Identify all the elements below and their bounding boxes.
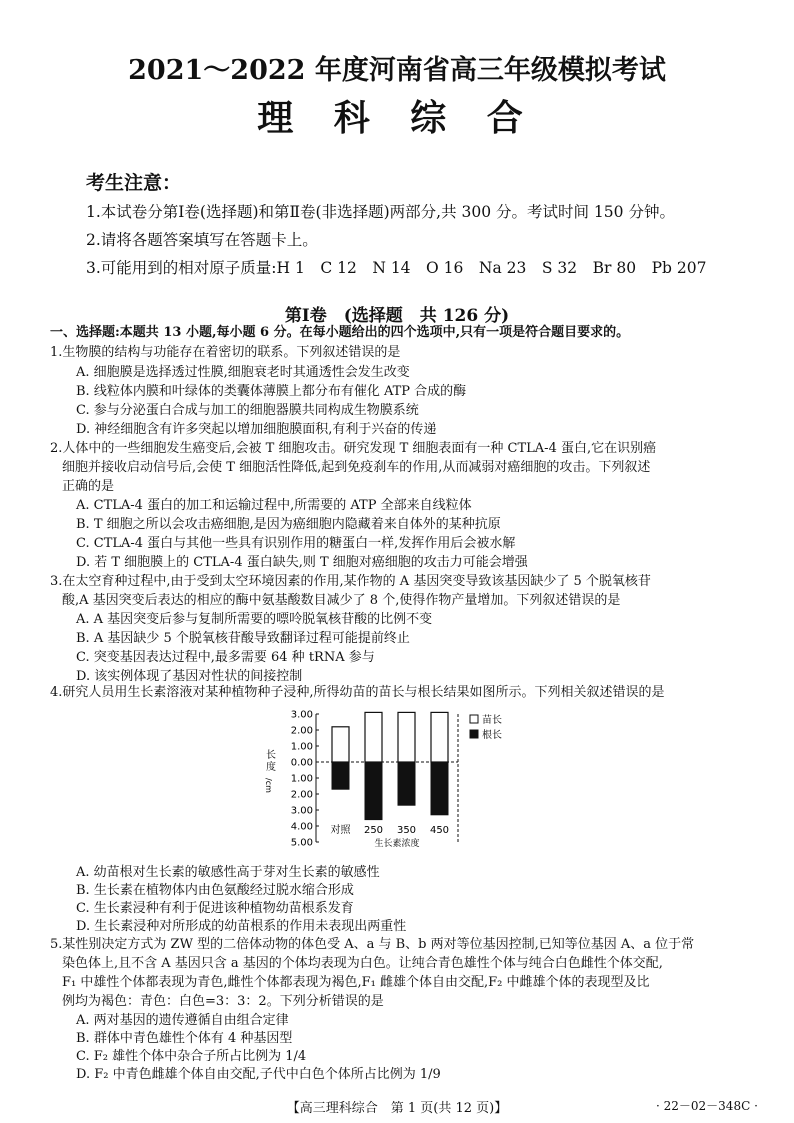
q5-stem-line4: 例均为褐色：青色：白色=3：3：2。下列分析错误的是 [62, 994, 384, 1009]
q3-stem-line1: 3.在太空育种过程中,由于受到太空环境因素的作用,某作物的 A 基因突变导致该基因缺少了 5 个脱氧核苷 [50, 574, 651, 589]
page-footer: 【高三理科综合 第 1 页(共 12 页)】 [286, 1101, 508, 1116]
paper-code: · 22－02－348C · [656, 1099, 758, 1113]
y-tick-label: 1.00 [290, 773, 313, 785]
q2-option-b: B. T 细胞之所以会攻击癌细胞,是因为癌细胞内隐藏着来自体外的某种抗原 [76, 517, 501, 532]
notice-item-1: 1.本试卷分第Ⅰ卷(选择题)和第Ⅱ卷(非选择题)两部分,共 300 分。考试时间 150 分钟。 [86, 203, 675, 221]
bar-root-length [332, 762, 349, 789]
q4-stem: 4.研究人员用生长素溶液对某种植物种子浸种,所得幼苗的苗长与根长结果如图所示。下列相关叙述错误的是 [50, 685, 665, 700]
q3-option-d: D. 该实例体现了基因对性状的间接控制 [76, 669, 303, 684]
bar-shoot-length [431, 712, 448, 762]
y-tick-label: 3.00 [290, 709, 313, 721]
q5-option-a: A. 两对基因的遗传遵循自由组合定律 [76, 1013, 289, 1028]
y-tick-label: 0.00 [290, 757, 313, 769]
y-tick-label: 1.00 [290, 741, 313, 753]
y-tick-label: 4.00 [290, 821, 313, 833]
notice-item-2: 2.请将各题答案填写在答题卡上。 [86, 231, 318, 249]
legend-label-root: 根长 [482, 730, 502, 741]
y-tick-label: 2.00 [290, 725, 313, 737]
x-tick-label: 450 [429, 825, 450, 836]
bar-shoot-length [365, 712, 382, 762]
q3-stem-line2: 酸,A 基因突变后表达的相应的酶中氨基酸数目减少了 8 个,使得作物产量增加。下列叙述错误的是 [62, 593, 621, 608]
q4-option-a: A. 幼苗根对生长素的敏感性高于芽对生长素的敏感性 [76, 865, 380, 880]
q5-stem-line2: 染色体上,且不含 A 基因只含 a 基因的个体均表现为白色。让纯合青色雄性个体与纯合白色雌性个体交配, [62, 956, 663, 971]
q1-stem: 1.生物膜的结构与功能存在着密切的联系。下列叙述错误的是 [50, 345, 401, 360]
exam-subject: 理 科 综 合 [257, 97, 537, 139]
notice-item-3: 3.可能用到的相对原子质量:H 1 C 12 N 14 O 16 Na 23 S 32 Br 80 Pb 207 [86, 259, 707, 277]
y-axis-label-part: 长 [266, 750, 276, 761]
y-tick-label: 5.00 [290, 837, 313, 849]
q2-stem-line2: 细胞并接收启动信号后,会使 T 细胞活性降低,起到免疫刹车的作用,从而减弱对癌细胞的攻击。下列叙述 [62, 460, 651, 475]
section-intro: 一、选择题:本题共 13 小题,每小题 6 分。在每小题给出的四个选项中,只有一项是符合题目要求的。 [50, 325, 630, 340]
bar-shoot-length [332, 727, 349, 762]
q1-option-a: A. 细胞膜是选择透过性膜,细胞衰老时其通透性会发生改变 [76, 365, 410, 380]
growth-bar-chart [258, 700, 528, 850]
q5-stem-line1: 5.某性别决定方式为 ZW 型的二倍体动物的体色受 A、a 与 B、b 两对等位基因控制,已知等位基因 A、a 位于常 [50, 937, 695, 952]
q2-option-d: D. 若 T 细胞膜上的 CTLA-4 蛋白缺失,则 T 细胞对癌细胞的攻击力可能会增强 [76, 555, 528, 570]
legend-swatch-root [470, 730, 478, 738]
x-tick-label: 350 [396, 825, 417, 836]
q2-option-c: C. CTLA-4 蛋白与其他一些具有识别作用的糖蛋白一样,发挥作用后会被水解 [76, 536, 516, 551]
q3-option-a: A. A 基因突变后参与复制所需要的嘌呤脱氧核苷酸的比例不变 [76, 612, 433, 627]
q1-option-b: B. 线粒体内膜和叶绿体的类囊体薄膜上都分布有催化 ATP 合成的酶 [76, 384, 467, 399]
bar-root-length [365, 762, 382, 820]
x-tick-label: 250 [363, 825, 384, 836]
q4-option-d: D. 生长素浸种对所形成的幼苗根系的作用未表现出两重性 [76, 919, 407, 934]
q4-option-b: B. 生长素在植物体内由色氨酸经过脱水缩合形成 [76, 883, 354, 898]
bar-shoot-length [398, 712, 415, 762]
legend-label-shoot: 苗长 [482, 715, 502, 726]
q3-option-b: B. A 基因缺少 5 个脱氧核苷酸导致翻译过程可能提前终止 [76, 631, 410, 646]
q5-option-c: C. F₂ 雄性个体中杂合子所占比例为 1/4 [76, 1049, 307, 1064]
x-tick-label: 对照 [330, 825, 351, 836]
q5-option-d: D. F₂ 中青色雌雄个体自由交配,子代中白色个体所占比例为 1/9 [76, 1067, 441, 1082]
section-heading: 第Ⅰ卷 (选择题 共 126 分) [284, 306, 510, 326]
q2-stem-line3: 正确的是 [62, 479, 115, 494]
legend-swatch-shoot [470, 715, 478, 723]
y-axis-label-part: /cm [264, 778, 273, 793]
y-axis-label-part: 度 [266, 762, 276, 773]
exam-title: 2021～2022 年度河南省高三年级模拟考试 [128, 55, 666, 86]
q5-stem-line3: F₁ 中雄性个体都表现为青色,雌性个体都表现为褐色,F₁ 雌雄个体自由交配,F₂ 中雌雄个体的表现型及比 [62, 975, 650, 990]
q5-option-b: B. 群体中青色雄性个体有 4 种基因型 [76, 1031, 293, 1046]
y-tick-label: 3.00 [290, 805, 313, 817]
bar-root-length [431, 762, 448, 815]
q1-option-d: D. 神经细胞含有许多突起以增加细胞膜面积,有利于兴奋的传递 [76, 422, 437, 437]
q2-option-a: A. CTLA-4 蛋白的加工和运输过程中,所需要的 ATP 全部来自线粒体 [76, 498, 472, 513]
q2-stem-line1: 2.人体中的一些细胞发生癌变后,会被 T 细胞攻击。研究发现 T 细胞表面有一种 CTLA-4 蛋白,它在识别癌 [50, 441, 657, 456]
q3-option-c: C. 突变基因表达过程中,最多需要 64 种 tRNA 参与 [76, 650, 375, 665]
bar-root-length [398, 762, 415, 805]
y-tick-label: 2.00 [290, 789, 313, 801]
x-axis-label: 生长素浓度 [374, 839, 420, 849]
q4-option-c: C. 生长素浸种有利于促进该种植物幼苗根系发育 [76, 901, 354, 916]
q1-option-c: C. 参与分泌蛋白合成与加工的细胞器膜共同构成生物膜系统 [76, 403, 419, 418]
notice-heading: 考生注意： [86, 172, 182, 194]
